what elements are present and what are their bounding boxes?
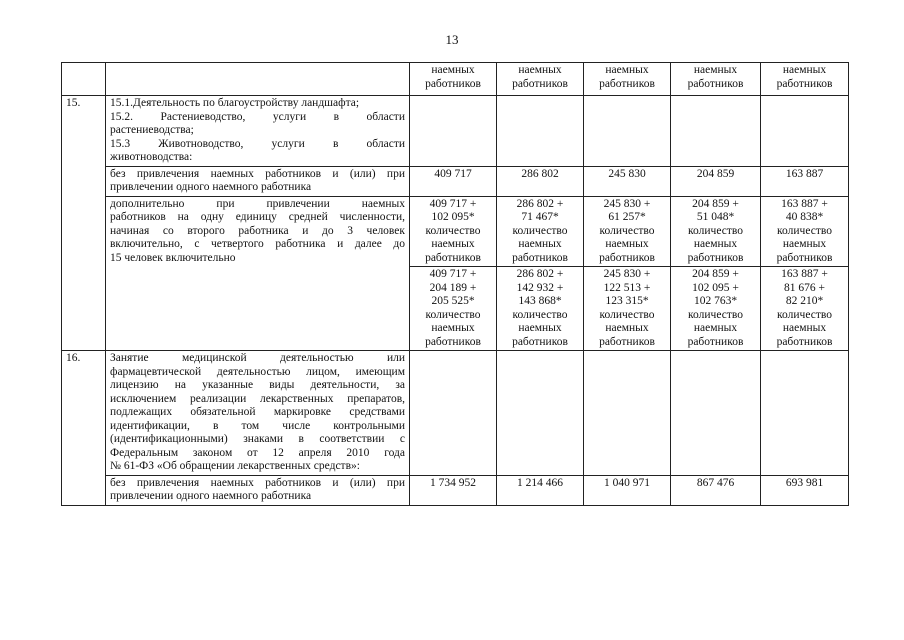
rate-value: 1 734 952 <box>410 475 497 505</box>
section-15-number: 15. <box>62 96 106 351</box>
header-cell: наемных работников <box>497 63 584 96</box>
rate-formula: 245 830 + 61 257* количество наемных работников <box>584 196 671 267</box>
header-number-cell <box>62 63 106 96</box>
rate-formula: 245 830 + 122 513 + 123 315* количество наемных работников <box>584 267 671 351</box>
section-15-title: 15.1.Деятельность по благоустройству ландшафта; 15.2. Растениеводство, услуги в области растениеводства; 15.3 Животноводство, услуги в области животноводства: <box>106 96 410 167</box>
empty-cell <box>671 351 761 476</box>
rate-value: 409 717 <box>410 166 497 196</box>
section-15-base-label: без привлечения наемных работников и (или) при привлечении одного наемного работника <box>106 166 410 196</box>
header-cell: наемных работников <box>671 63 761 96</box>
section-15-additional-row <box>62 196 849 267</box>
tax-rates-table <box>61 62 849 506</box>
rate-formula: 286 802 + 142 932 + 143 868* количество наемных работников <box>497 267 584 351</box>
rate-value: 867 476 <box>671 475 761 505</box>
section-15-base-row <box>62 166 849 196</box>
rate-formula: 163 887 + 81 676 + 82 210* количество наемных работников <box>761 267 849 351</box>
section-16-title-row <box>62 351 849 476</box>
header-row <box>62 63 849 96</box>
header-cell: наемных работников <box>410 63 497 96</box>
section-15-title-row <box>62 96 849 167</box>
rate-formula: 286 802 + 71 467* количество наемных работников <box>497 196 584 267</box>
rate-formula: 204 859 + 102 095 + 102 763* количество наемных работников <box>671 267 761 351</box>
rate-value: 286 802 <box>497 166 584 196</box>
empty-cell <box>584 351 671 476</box>
rate-formula: 163 887 + 40 838* количество наемных работников <box>761 196 849 267</box>
rate-value: 245 830 <box>584 166 671 196</box>
section-15-additional-label: дополнительно при привлечении наемных работников на одну единицу средней численности, начиная со второго работника и до 3 человек включительно, с четвертого работника и далее до 15 человек включительно <box>106 196 410 351</box>
rate-value: 693 981 <box>761 475 849 505</box>
empty-cell <box>671 96 761 167</box>
empty-cell <box>410 351 497 476</box>
rate-value: 163 887 <box>761 166 849 196</box>
rate-value: 1 214 466 <box>497 475 584 505</box>
header-cell: наемных работников <box>584 63 671 96</box>
page-number: 13 <box>445 32 459 47</box>
empty-cell <box>761 351 849 476</box>
section-16-title: Занятие медицинской деятельностью или фармацевтической деятельностью лицом, имеющим лицензию на указанные виды деятельности, за исключением реализации лекарственных препаратов, подлежащих обязательной маркировке средствами идентификации, в том числе контрольными (идентификационными) знаками в соответствии с Федеральным законом от 12 апреля 2010 года № 61-ФЗ «Об обращении лекарственных средств»: <box>106 351 410 476</box>
section-16-base-row <box>62 475 849 505</box>
header-cell: наемных работников <box>761 63 849 96</box>
section-16-base-label: без привлечения наемных работников и (или) при привлечении одного наемного работника <box>106 475 410 505</box>
section-16-number: 16. <box>62 351 106 506</box>
empty-cell <box>761 96 849 167</box>
rate-formula: 409 717 + 102 095* количество наемных работников <box>410 196 497 267</box>
rate-value: 1 040 971 <box>584 475 671 505</box>
empty-cell <box>497 96 584 167</box>
header-description-cell <box>106 63 410 96</box>
rate-formula: 409 717 + 204 189 + 205 525* количество наемных работников <box>410 267 497 351</box>
empty-cell <box>497 351 584 476</box>
rate-value: 204 859 <box>671 166 761 196</box>
rate-formula: 204 859 + 51 048* количество наемных работников <box>671 196 761 267</box>
empty-cell <box>410 96 497 167</box>
empty-cell <box>584 96 671 167</box>
